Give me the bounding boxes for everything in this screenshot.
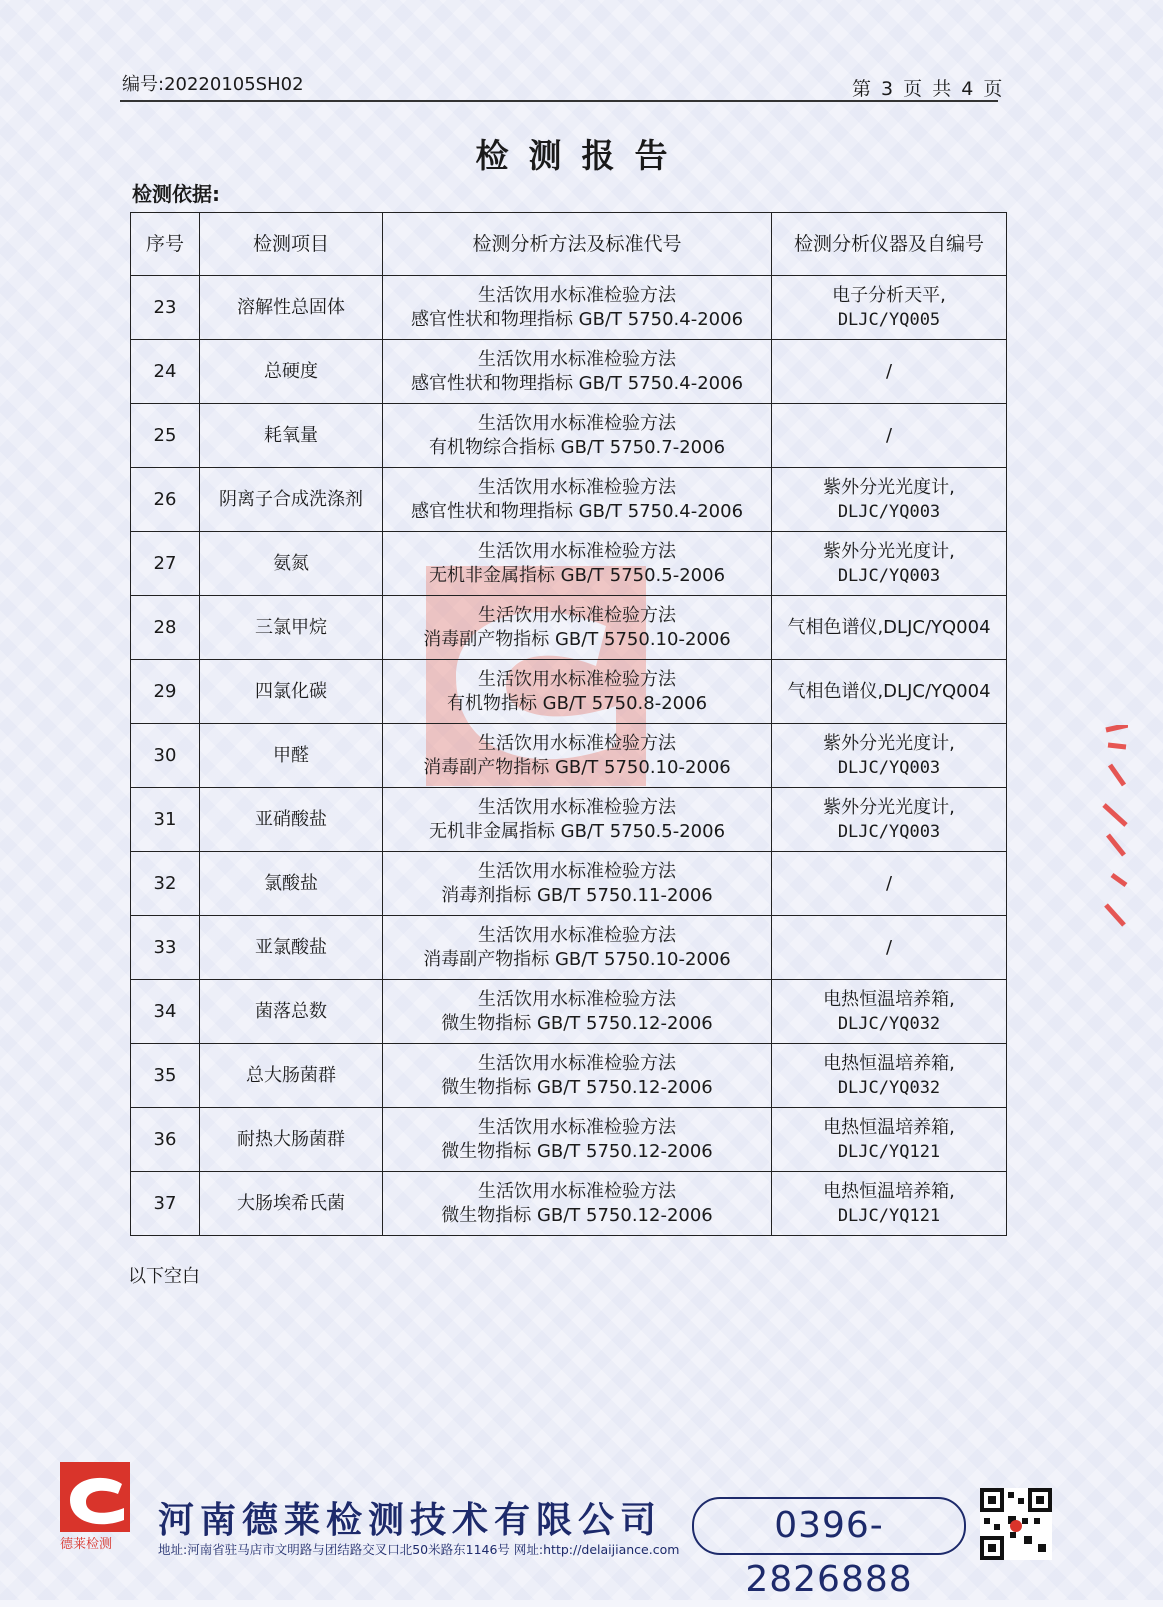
method-standard: 消毒副产物指标 GB/T 5750.10-2006	[423, 948, 731, 970]
table-row	[131, 916, 1007, 980]
method-standard: 感官性状和物理指标 GB/T 5750.4-2006	[410, 308, 744, 330]
method-standard: 消毒剂指标 GB/T 5750.11-2006	[441, 884, 713, 906]
table-row	[131, 852, 1007, 916]
method-title: 生活饮用水标准检验方法	[478, 924, 676, 946]
test-item: 三氯甲烷	[200, 596, 383, 660]
row-number: 36	[131, 1108, 200, 1172]
instrument-name: /	[885, 424, 893, 446]
row-number: 27	[131, 532, 200, 596]
instrument-id: DLJC/YQ003	[837, 565, 941, 586]
instrument-id: DLJC/YQ003	[837, 821, 941, 842]
instrument-cell	[772, 660, 1007, 724]
method-cell	[383, 1172, 772, 1236]
table-row	[131, 276, 1007, 340]
company-logo	[58, 1460, 136, 1552]
header-no: 序号	[131, 213, 200, 276]
instrument-name: /	[885, 936, 893, 958]
instrument-name: 气相色谱仪,DLJC/YQ004	[787, 616, 991, 638]
header-divider	[120, 100, 998, 102]
test-basis-table	[130, 212, 1007, 1236]
table-row	[131, 532, 1007, 596]
table-header-row	[131, 213, 1007, 276]
test-item: 亚硝酸盐	[200, 788, 383, 852]
instrument-id: DLJC/YQ003	[837, 501, 941, 522]
method-cell	[383, 980, 772, 1044]
table-row	[131, 404, 1007, 468]
method-cell	[383, 596, 772, 660]
test-item: 氨氮	[200, 532, 383, 596]
table-row	[131, 468, 1007, 532]
logo-text: 德莱检测	[60, 1537, 113, 1552]
instrument-name: 紫外分光光度计,	[823, 796, 955, 818]
instrument-id: DLJC/YQ121	[837, 1141, 941, 1162]
instrument-name: /	[885, 872, 893, 894]
method-cell	[383, 788, 772, 852]
instrument-cell	[772, 596, 1007, 660]
method-standard: 无机非金属指标 GB/T 5750.5-2006	[428, 820, 726, 842]
row-number: 33	[131, 916, 200, 980]
method-cell	[383, 852, 772, 916]
test-item: 溶解性总固体	[200, 276, 383, 340]
instrument-name: 电热恒温培养箱,	[823, 1052, 955, 1074]
instrument-cell	[772, 404, 1007, 468]
method-standard: 感官性状和物理指标 GB/T 5750.4-2006	[410, 372, 744, 394]
method-cell	[383, 724, 772, 788]
row-number: 37	[131, 1172, 200, 1236]
method-title: 生活饮用水标准检验方法	[478, 988, 676, 1010]
test-item: 总硬度	[200, 340, 383, 404]
instrument-cell	[772, 276, 1007, 340]
method-title: 生活饮用水标准检验方法	[478, 284, 676, 306]
method-standard: 感官性状和物理指标 GB/T 5750.4-2006	[410, 500, 744, 522]
instrument-name: /	[885, 360, 893, 382]
test-item: 耐热大肠菌群	[200, 1108, 383, 1172]
method-title: 生活饮用水标准检验方法	[478, 540, 676, 562]
row-number: 26	[131, 468, 200, 532]
method-standard: 微生物指标 GB/T 5750.12-2006	[441, 1204, 713, 1226]
blank-below-note: 以下空白	[128, 1266, 200, 1287]
test-item: 阴离子合成洗涤剂	[200, 468, 383, 532]
company-phone: 0396-2826888	[692, 1497, 966, 1555]
instrument-id: DLJC/YQ003	[837, 757, 941, 778]
seal-stamp-edge	[1098, 725, 1128, 935]
instrument-id: DLJC/YQ032	[837, 1013, 941, 1034]
instrument-name: 电热恒温培养箱,	[823, 988, 955, 1010]
qr-code-icon	[980, 1488, 1052, 1560]
method-title: 生活饮用水标准检验方法	[478, 348, 676, 370]
method-cell	[383, 1108, 772, 1172]
instrument-cell	[772, 852, 1007, 916]
instrument-cell	[772, 1044, 1007, 1108]
test-item: 四氯化碳	[200, 660, 383, 724]
method-cell	[383, 916, 772, 980]
method-title: 生活饮用水标准检验方法	[478, 412, 676, 434]
table-row	[131, 340, 1007, 404]
row-number: 29	[131, 660, 200, 724]
instrument-name: 电热恒温培养箱,	[823, 1116, 955, 1138]
test-item: 菌落总数	[200, 980, 383, 1044]
instrument-id: DLJC/YQ121	[837, 1205, 941, 1226]
instrument-name: 紫外分光光度计,	[823, 732, 955, 754]
company-name: 河南德莱检测技术有限公司	[158, 1500, 663, 1541]
method-standard: 消毒副产物指标 GB/T 5750.10-2006	[423, 628, 731, 650]
method-cell	[383, 276, 772, 340]
instrument-cell	[772, 724, 1007, 788]
header-method: 检测分析方法及标准代号	[383, 213, 772, 276]
header-item: 检测项目	[200, 213, 383, 276]
table-row	[131, 1172, 1007, 1236]
method-standard: 消毒副产物指标 GB/T 5750.10-2006	[423, 756, 731, 778]
company-address: 地址:河南省驻马店市文明路与团结路交叉口北50米路东1146号 网址:http://delaijiance.com	[158, 1542, 680, 1557]
page-title: 检测报告	[475, 136, 688, 175]
row-number: 23	[131, 276, 200, 340]
method-title: 生活饮用水标准检验方法	[478, 1116, 676, 1138]
row-number: 24	[131, 340, 200, 404]
method-cell	[383, 1044, 772, 1108]
method-standard: 微生物指标 GB/T 5750.12-2006	[441, 1140, 713, 1162]
method-cell	[383, 660, 772, 724]
report-number: 编号:20220105SH02	[122, 74, 304, 95]
method-title: 生活饮用水标准检验方法	[478, 668, 676, 690]
instrument-cell	[772, 1108, 1007, 1172]
table-row	[131, 788, 1007, 852]
table-row	[131, 596, 1007, 660]
method-title: 生活饮用水标准检验方法	[478, 860, 676, 882]
test-item: 耗氧量	[200, 404, 383, 468]
instrument-cell	[772, 1172, 1007, 1236]
instrument-name: 紫外分光光度计,	[823, 476, 955, 498]
header-instrument: 检测分析仪器及自编号	[772, 213, 1007, 276]
test-item: 大肠埃希氏菌	[200, 1172, 383, 1236]
method-cell	[383, 404, 772, 468]
instrument-cell	[772, 916, 1007, 980]
page-number: 第 3 页 共 4 页	[852, 78, 1005, 100]
test-item: 甲醛	[200, 724, 383, 788]
instrument-cell	[772, 788, 1007, 852]
instrument-cell	[772, 468, 1007, 532]
instrument-name: 电热恒温培养箱,	[823, 1180, 955, 1202]
instrument-name: 电子分析天平,	[832, 284, 946, 306]
method-title: 生活饮用水标准检验方法	[478, 604, 676, 626]
table-row	[131, 980, 1007, 1044]
instrument-cell	[772, 980, 1007, 1044]
instrument-cell	[772, 340, 1007, 404]
row-number: 35	[131, 1044, 200, 1108]
method-title: 生活饮用水标准检验方法	[478, 1180, 676, 1202]
method-standard: 微生物指标 GB/T 5750.12-2006	[441, 1076, 713, 1098]
method-cell	[383, 340, 772, 404]
test-item: 亚氯酸盐	[200, 916, 383, 980]
instrument-name: 气相色谱仪,DLJC/YQ004	[787, 680, 991, 702]
method-cell	[383, 468, 772, 532]
row-number: 30	[131, 724, 200, 788]
table-row	[131, 1044, 1007, 1108]
method-standard: 无机非金属指标 GB/T 5750.5-2006	[428, 564, 726, 586]
instrument-name: 紫外分光光度计,	[823, 540, 955, 562]
method-title: 生活饮用水标准检验方法	[478, 732, 676, 754]
method-cell	[383, 532, 772, 596]
method-standard: 有机物综合指标 GB/T 5750.7-2006	[428, 436, 726, 458]
table-row	[131, 660, 1007, 724]
test-item: 氯酸盐	[200, 852, 383, 916]
test-item: 总大肠菌群	[200, 1044, 383, 1108]
section-label: 检测依据:	[132, 182, 220, 206]
method-title: 生活饮用水标准检验方法	[478, 1052, 676, 1074]
row-number: 34	[131, 980, 200, 1044]
row-number: 32	[131, 852, 200, 916]
row-number: 31	[131, 788, 200, 852]
method-standard: 有机物指标 GB/T 5750.8-2006	[446, 692, 708, 714]
table-row	[131, 1108, 1007, 1172]
row-number: 28	[131, 596, 200, 660]
method-standard: 微生物指标 GB/T 5750.12-2006	[441, 1012, 713, 1034]
table-row	[131, 724, 1007, 788]
instrument-cell	[772, 532, 1007, 596]
instrument-id: DLJC/YQ005	[837, 309, 941, 330]
instrument-id: DLJC/YQ032	[837, 1077, 941, 1098]
row-number: 25	[131, 404, 200, 468]
method-title: 生活饮用水标准检验方法	[478, 476, 676, 498]
method-title: 生活饮用水标准检验方法	[478, 796, 676, 818]
